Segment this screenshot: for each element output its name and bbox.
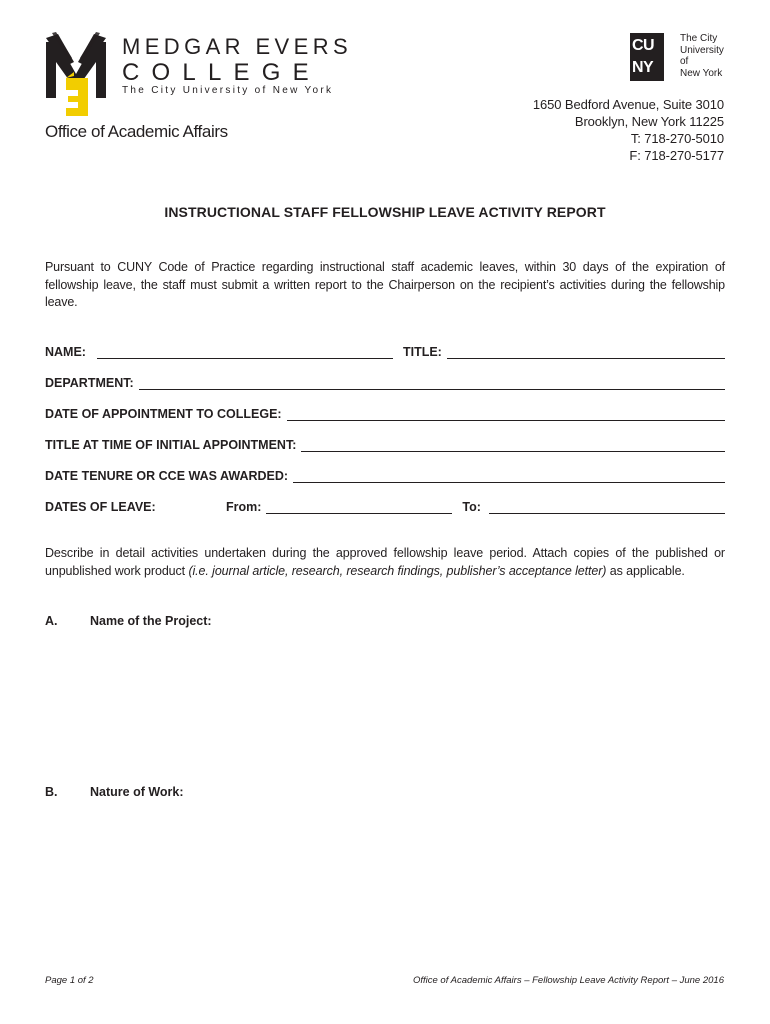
leave-dates-label: DATES OF LEAVE:	[45, 500, 156, 514]
cuny-logo-top: CU	[632, 37, 655, 54]
from-date-field[interactable]	[266, 499, 452, 514]
tenure-date-field[interactable]	[293, 468, 725, 483]
name-label: NAME:	[45, 345, 86, 359]
section-b	[45, 785, 184, 799]
department-field[interactable]	[139, 375, 725, 390]
cuny-logo-bottom: NY	[632, 59, 654, 76]
cuny-name-line: of	[680, 56, 689, 67]
cuny-name	[680, 33, 724, 79]
name-title-row	[45, 341, 725, 359]
describe-text: Describe in detail activities undertaken during the approved fellowship leave period. Attach copies of the published or unpublished work product	[45, 546, 725, 578]
address-block	[533, 96, 724, 164]
intro-paragraph: Pursuant to CUNY Code of Practice regarding instructional staff academic leaves, within 30 days of the expiration of fellowship leave, the staff must submit a written report to the Chairperson on the recipient’s activities during the fellowship leave.	[45, 260, 725, 309]
describe-paragraph	[45, 545, 725, 580]
college-name-line1: MEDGAR EVERS	[122, 34, 353, 59]
initial-title-row	[45, 434, 725, 452]
describe-examples: (i.e. journal article, research, research findings, publisher’s acceptance letter)	[188, 563, 607, 578]
office-name: Office of Academic Affairs	[45, 122, 228, 141]
to-date-field[interactable]	[489, 499, 725, 514]
appointment-date-label: DATE OF APPOINTMENT TO COLLEGE:	[45, 407, 282, 421]
address-street: 1650 Bedford Avenue, Suite 3010	[532, 97, 724, 112]
tenure-date-row	[45, 465, 725, 483]
cuny-name-line: New York	[680, 67, 723, 79]
appointment-date-row	[45, 403, 725, 421]
address-fax: F: 718-270-5177	[629, 148, 724, 163]
document-title: INSTRUCTIONAL STAFF FELLOWSHIP LEAVE ACTIVITY REPORT	[164, 204, 606, 220]
address-phone: T: 718-270-5010	[630, 131, 724, 146]
initial-title-field[interactable]	[301, 437, 725, 452]
cuny-logo	[630, 33, 664, 81]
section-a-letter: A.	[45, 614, 58, 628]
section-a-label: Name of the Project:	[90, 614, 212, 628]
to-label: To:	[462, 500, 481, 514]
page-number: Page 1 of 2	[45, 975, 94, 986]
title-field[interactable]	[447, 344, 725, 359]
address-city: Brooklyn, New York 11225	[574, 114, 724, 129]
name-field[interactable]	[97, 344, 393, 359]
appointment-date-field[interactable]	[287, 406, 725, 421]
medgar-evers-logo	[44, 32, 108, 118]
college-name-line2: COLLEGE	[122, 59, 321, 86]
footer-document-info: Office of Academic Affairs – Fellowship Leave Activity Report – June 2016	[412, 975, 724, 986]
title-label: TITLE:	[402, 345, 442, 359]
tenure-date-label: DATE TENURE OR CCE WAS AWARDED:	[45, 469, 289, 483]
cuny-name-line: University	[680, 44, 724, 56]
section-b-letter: B.	[45, 785, 58, 799]
describe-end: as applicable.	[609, 563, 685, 578]
from-label: From:	[226, 500, 262, 514]
initial-title-label: TITLE AT TIME OF INITIAL APPOINTMENT:	[45, 438, 297, 452]
college-tagline: The City University of New York	[122, 85, 334, 96]
section-a	[45, 614, 212, 628]
leave-dates-row	[45, 496, 725, 514]
department-label: DEPARTMENT:	[45, 376, 134, 390]
cuny-name-line: The City	[680, 33, 718, 44]
section-b-label: Nature of Work:	[90, 785, 184, 799]
department-row	[45, 372, 725, 390]
